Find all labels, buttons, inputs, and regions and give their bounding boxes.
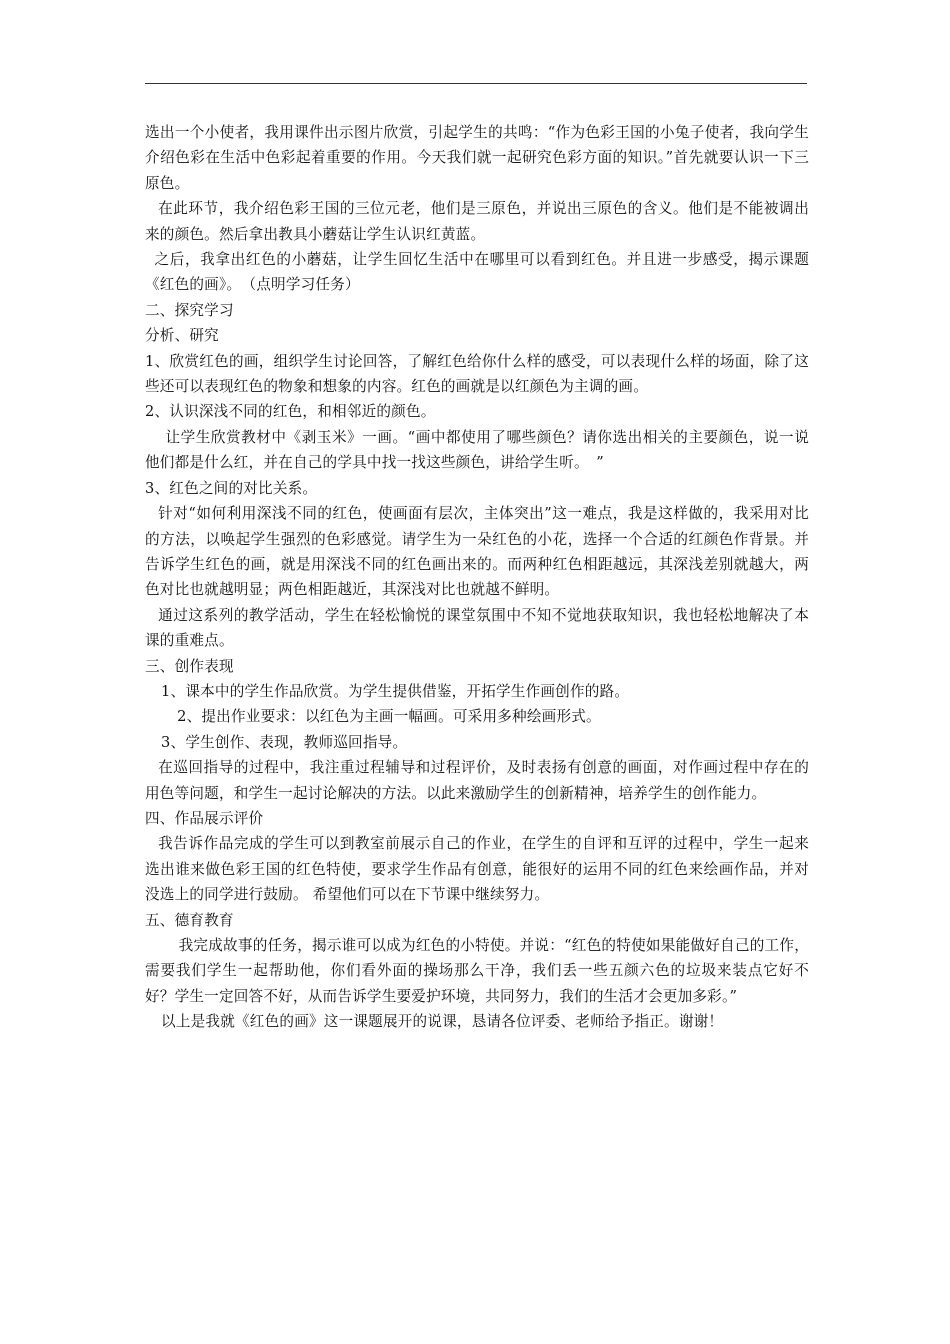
paragraph-display: 我告诉作品完成的学生可以到教室前展示自己的作业，在学生的自评和互评的过程中，学生一起来选出谁来做色彩王国的红色特使，要求学生作品有创意，能很好的运用不同的红色来绘画作品，并对没选上的同学进行鼓励。 希望他们可以在下节课中继续努力。 <box>145 835 809 904</box>
paragraph-create-3: 3、学生创作、表现，教师巡回指导。 <box>161 733 408 751</box>
paragraph-item-1: 1、欣赏红色的画，组织学生讨论回答，了解红色给你什么样的感受，可以表现什么样的场面，除了这些还可以表现红色的物象和想象的内容。红色的画就是以红颜色为主调的画。 <box>145 352 809 396</box>
paragraph-create-1: 1、课本中的学生作品欣赏。为学生提供借鉴，开拓学生作画创作的路。 <box>161 682 630 700</box>
section-heading-display: 四、作品展示评价 <box>145 809 264 827</box>
paragraph-create-2: 2、提出作业要求：以红色为主画一幅画。可采用多种绘画形式。 <box>177 708 601 726</box>
paragraph-item-3: 3、红色之间的对比关系。 <box>145 479 318 497</box>
paragraph-intro: 选出一个小使者，我用课件出示图片欣赏，引起学生的共鸣：“作为色彩王国的小兔子使者，我向学生介绍色彩在生活中色彩起着重要的作用。今天我们就一起研究色彩方面的知识。”首先就要认识一下三原色。 <box>145 124 809 192</box>
paragraph-summary: 通过这系列的教学活动，学生在轻松愉悦的课堂氛围中不知不觉地获取知识，我也轻松地解决了本课的重难点。 <box>145 606 809 650</box>
paragraph-three-primary: 在此环节，我介绍色彩王国的三位元老，他们是三原色，并说出三原色的含义。他们是不能被调出来的颜色。然后拿出教具小蘑菇让学生认识红黄蓝。 <box>145 200 809 243</box>
section-heading-moral: 五、德育教育 <box>145 911 234 929</box>
paragraph-appreciate: 让学生欣赏教材中《剥玉米》一画。“画中都使用了哪些颜色？请你选出相关的主要颜色，说一说他们都是什么红，并在自己的学具中找一找这些颜色，讲给学生听。 ” <box>145 428 809 472</box>
paragraph-closing: 以上是我就《红色的画》这一课题展开的说课，恳请各位评委、老师给予指正。谢谢！ <box>161 1013 724 1031</box>
section-heading-explore: 二、探究学习 <box>145 301 234 319</box>
paragraph-contrast: 针对“如何利用深浅不同的红色，使画面有层次，主体突出”这一难点，我是这样做的，我采用对比的方法，以唤起学生强烈的色彩感觉。请学生为一朵红色的小花，选择一个合适的红颜色作背景。并告诉学生红色的画，就是用深浅不同的红色画出来的。而两种红色相距越远，其深浅差别就越大，两色对比也就越明显；两色相距越近，其深浅对比也就越不鲜明。 <box>145 505 809 599</box>
paragraph-guidance: 在巡回指导的过程中，我注重过程辅导和过程评价，及时表扬有创意的画面，对作画过程中存在的用色等问题，和学生一起讨论解决的方法。以此来激励学生的创新精神，培养学生的创作能力。 <box>145 759 809 802</box>
paragraph-moral: 我完成故事的任务，揭示谁可以成为红色的小特使。并说：“红色的特使如果能做好自己的工作，需要我们学生一起帮助他，你们看外面的操场那么干净，我们丢一些五颜六色的垃圾来装点它好不好？学生一定回答不好，从而告诉学生要爱护环境，共同努力，我们的生活才会更加多彩。” <box>145 937 809 1005</box>
subheading-analysis: 分析、研究 <box>145 327 219 345</box>
header-rule <box>145 83 807 84</box>
document-body <box>145 120 809 1035</box>
section-heading-create: 三、创作表现 <box>145 657 234 675</box>
paragraph-item-2: 2、认识深浅不同的红色，和相邻近的颜色。 <box>145 403 436 421</box>
paragraph-red-mushroom: 之后，我拿出红色的小蘑菇，让学生回忆生活中在哪里可以看到红色。并且进一步感受，揭示课题《红色的画》。 （点明学习任务） <box>145 251 809 294</box>
